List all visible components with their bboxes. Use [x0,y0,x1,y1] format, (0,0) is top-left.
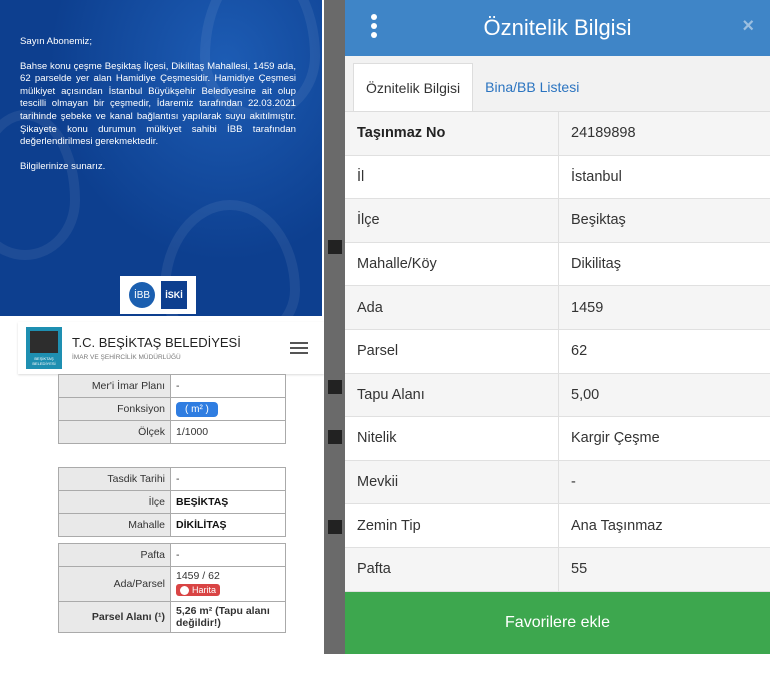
row-key: İlçe [345,199,559,242]
row-key: Fonksiyon [59,398,171,421]
row-value: 55 [571,561,588,578]
iski-logo: İSKİ [161,281,187,309]
map-fragment [328,430,342,444]
row-value: DİKİLİTAŞ [171,514,286,537]
table-row [59,375,286,398]
tab-attributes[interactable]: Öznitelik Bilgisi [353,63,473,111]
notice-closing: Bilgilerinize sunarız. [20,160,106,172]
row-value: - [171,375,286,398]
municipality-header [18,322,324,374]
row-key: Pafta [59,544,171,567]
table-row [345,374,770,418]
row-key: İl [345,156,559,199]
more-options-icon[interactable] [371,14,379,41]
table-row [59,567,286,602]
notice-text [20,36,296,185]
row-key: Mevkii [345,461,559,504]
map-fragment [328,240,342,254]
notice-logos [120,276,196,314]
row-key: Parsel Alanı (¹) [59,601,171,632]
map-fragment [328,520,342,534]
table-row [345,243,770,287]
table-row [59,468,286,491]
row-key: Zemin Tip [345,504,559,547]
row-key: Ölçek [59,421,171,444]
table-row [345,504,770,548]
panel-title: Öznitelik Bilgisi [483,15,632,40]
table-row [59,491,286,514]
map-fragment [328,380,342,394]
row-key: Mahalle [59,514,171,537]
map-background-strip [324,0,346,654]
row-value: 5,26 m² (Tapu alanı değildir!) [171,601,286,632]
table-row [59,398,286,421]
row-value: Kargir Çeşme [571,430,660,447]
parcel-table-parcel [58,543,286,633]
tab-building-list[interactable]: Bina/BB Listesi [485,79,580,95]
notice-body: Bahse konu çeşme Beşiktaş İlçesi, Dikilitaş Mahallesi, 1459 ada, 62 parselde yer alan Hamidiye Çeşmesidir. Hamidiye Çeşmesi mülkiyet açısından İstanbul Büyükşehir Belediyesine ait olup tescilli olmayan bir çeşmedir, İdaremiz tarafından 22.03.2021 tarihinde şebeke ve kanal bağlantısı yapılarak suyu akıtılmıştır. Şikayete konu durumun mülkiyet sahibi İBB tarafından değerlendirilmesi gerekmektedir. [20,60,296,148]
row-key: Mahalle/Köy [345,243,559,286]
row-key: Ada [345,286,559,329]
municipality-logo [26,327,62,369]
row-key: Mer'i İmar Planı [59,375,171,398]
municipality-title: T.C. BEŞİKTAŞ BELEDİYESİ [72,335,241,350]
parcel-table-plan [58,374,286,444]
panel-header [345,0,770,56]
row-value: Ana Taşınmaz [571,517,663,534]
parcel-table-location [58,467,286,537]
close-icon[interactable]: × [742,15,754,37]
table-row [345,286,770,330]
notice-greeting: Sayın Abonemiz; [20,36,92,47]
row-key: İlçe [59,491,171,514]
map-button[interactable] [176,584,220,596]
table-row [345,548,770,592]
left-column [0,0,324,681]
row-key: Tapu Alanı [345,374,559,417]
table-row [345,461,770,505]
table-row [59,544,286,567]
row-value: - [171,468,286,491]
table-row [59,514,286,537]
notice-card [0,0,322,316]
table-row [59,421,286,444]
row-value: BEŞİKTAŞ [171,491,286,514]
row-key: Nitelik [345,417,559,460]
add-to-favorites-button[interactable]: Favorilere ekle [345,592,770,654]
map-button-label: Harita [192,585,217,595]
table-row [345,112,770,156]
map-icon [180,586,189,595]
table-row [345,156,770,200]
attribute-rows [345,112,770,592]
panel-tabs [345,56,770,112]
table-row [345,199,770,243]
table-row [345,330,770,374]
table-row [345,417,770,461]
row-value: 5,00 [571,386,600,403]
row-value: Dikilitaş [571,256,621,273]
row-value: 1459 [571,299,604,316]
row-key: Taşınmaz No [345,112,559,155]
attribute-panel [345,0,770,654]
row-value: 62 [571,343,588,360]
table-row [59,601,286,632]
row-value: Beşiktaş [571,212,626,229]
row-value: 1/1000 [171,421,286,444]
row-key: Ada/Parsel [59,567,171,602]
row-value: - [171,544,286,567]
row-value: - [571,474,576,491]
function-button[interactable]: ( m² ) [176,402,218,417]
row-key: Tasdik Tarihi [59,468,171,491]
hamburger-menu-icon[interactable] [290,342,308,354]
row-value: 24189898 [571,125,636,142]
row-key: Pafta [345,548,559,591]
ibb-logo: İBB [129,282,155,308]
row-key: Parsel [345,330,559,373]
row-value: 1459 / 62 [176,570,220,582]
row-value: İstanbul [571,168,622,185]
municipality-subtitle: İMAR VE ŞEHİRCİLİK MÜDÜRLÜĞÜ [72,354,181,361]
municipality-logo-text: BEŞİKTAŞ BELEDİYESİ [32,356,56,366]
